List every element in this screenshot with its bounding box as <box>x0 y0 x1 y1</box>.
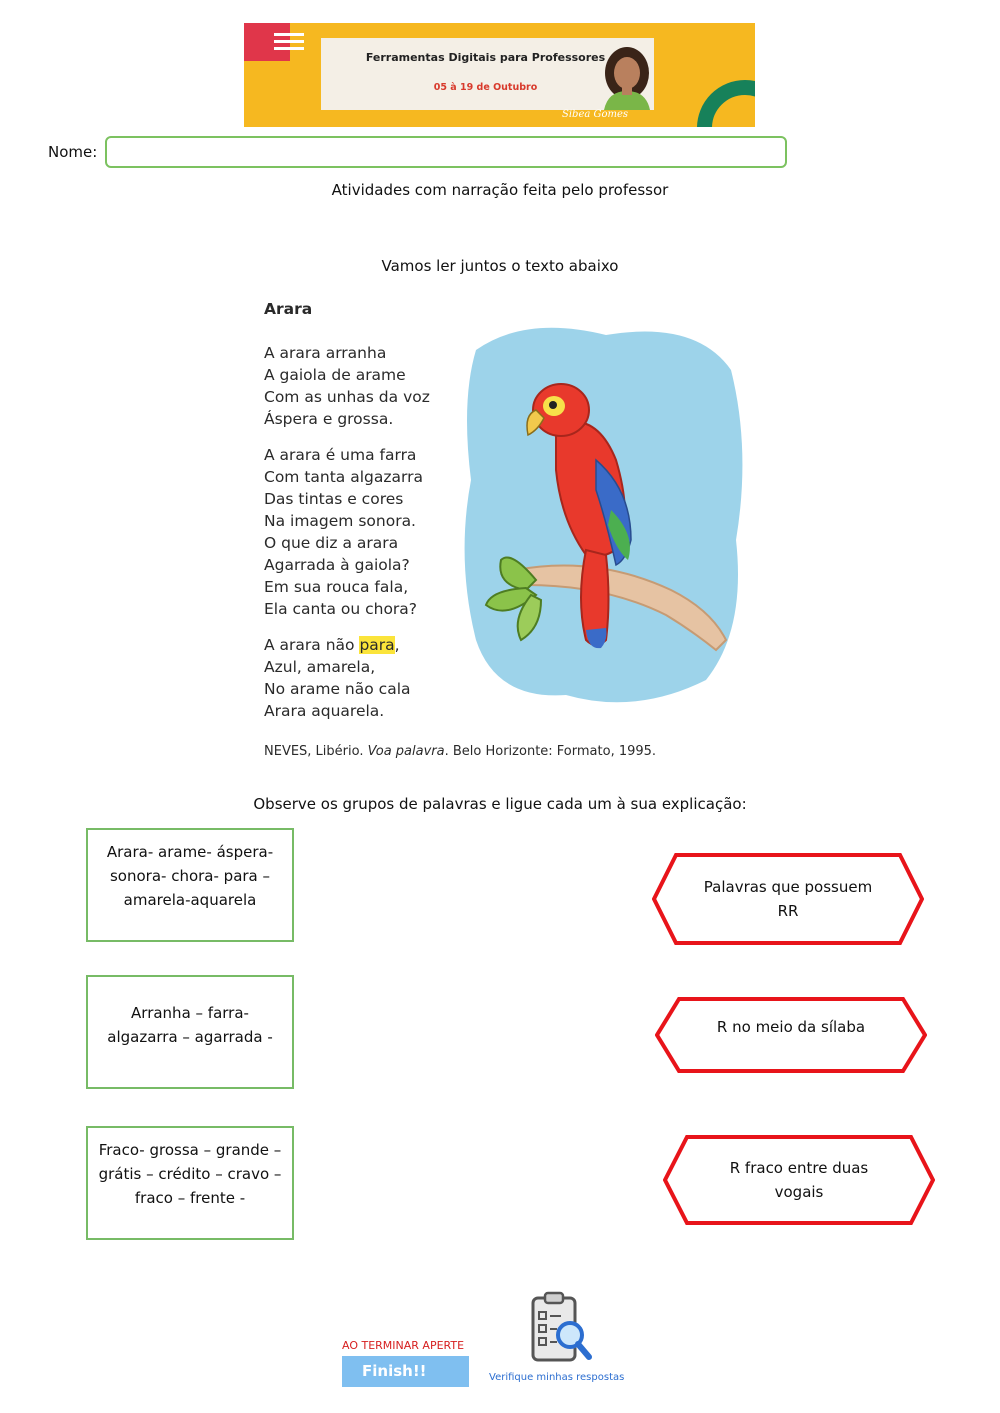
exercise-instruction: Observe os grupos de palavras e ligue cada um à sua explicação: <box>253 795 747 813</box>
poem-line: A arara arranha <box>264 344 387 362</box>
reading-prompt: Vamos ler juntos o texto abaixo <box>381 257 619 275</box>
highlighted-word: para <box>359 636 395 654</box>
finish-button[interactable]: Finish!! <box>342 1356 469 1387</box>
banner-dates: 05 à 19 de Outubro <box>433 82 538 93</box>
poem-line: Áspera e grossa. <box>264 410 394 428</box>
decorative-arc <box>697 80 755 127</box>
word-group-2[interactable]: Arranha – farra- algazarra – agarrada - <box>86 975 294 1089</box>
banner-signature: Sibea Gomes <box>562 109 629 120</box>
poem-line: Arara aquarela. <box>264 702 385 720</box>
poem-line: Ela canta ou chora? <box>264 600 418 618</box>
poem-line: Com as unhas da voz <box>264 388 430 406</box>
poem-line: No arame não cala <box>264 680 411 698</box>
parrot-illustration <box>456 310 748 720</box>
poem-line <box>264 634 411 656</box>
name-label: Nome: <box>48 143 98 161</box>
menu-icon[interactable] <box>244 23 290 61</box>
intro-text: Atividades com narração feita pelo professor <box>331 181 669 199</box>
poem-line: Na imagem sonora. <box>264 512 416 530</box>
citation-rest: . Belo Horizonte: Formato, 1995. <box>444 744 657 759</box>
poem-title: Arara <box>264 300 313 318</box>
explanation-hex-1[interactable] <box>652 853 924 945</box>
citation-author: NEVES, Libério. <box>264 744 368 759</box>
poem-line: Das tintas e cores <box>264 490 404 508</box>
word-group-1[interactable]: Arara- arame- áspera- sonora- chora- para – amarela-aquarela <box>86 828 294 942</box>
poem-line: A arara é uma farra <box>264 446 417 464</box>
banner-title: Ferramentas Digitais para Professores <box>365 51 606 64</box>
presenter-photo <box>598 43 656 110</box>
clipboard-search-icon[interactable] <box>527 1290 593 1366</box>
explanation-text: R no meio da sílaba <box>716 1018 866 1036</box>
explanation-text: Palavras que possuem RR <box>703 878 873 920</box>
word-group-3[interactable]: Fraco- grossa – grande – grátis – crédito – cravo – fraco – frente - <box>86 1126 294 1240</box>
poem-line: O que diz a arara <box>264 534 399 552</box>
poem-stanza-3 <box>264 634 411 722</box>
poem-stanza-1 <box>264 342 430 430</box>
poem-line: Em sua rouca fala, <box>264 578 409 596</box>
name-input[interactable] <box>105 136 787 168</box>
explanation-hex-3[interactable] <box>663 1135 935 1225</box>
verify-answers-link[interactable]: Verifique minhas respostas <box>489 1372 625 1383</box>
banner-card <box>321 38 654 110</box>
poem-line-start: A arara não <box>264 636 360 654</box>
poem-line: Azul, amarela, <box>264 658 376 676</box>
explanation-hex-2[interactable] <box>655 997 927 1073</box>
poem-stanza-2 <box>264 444 423 620</box>
poem-line: A gaiola de arame <box>264 366 406 384</box>
poem-line: Agarrada à gaiola? <box>264 556 410 574</box>
finish-hint: AO TERMINAR APERTE <box>342 1339 465 1352</box>
citation-book: Voa palavra <box>367 744 445 759</box>
poem-line: Com tanta algazarra <box>264 468 423 486</box>
poem-line-end: , <box>394 636 400 654</box>
event-banner <box>244 23 755 127</box>
explanation-text: R fraco entre duas vogais <box>729 1159 869 1201</box>
poem-citation <box>264 744 656 759</box>
